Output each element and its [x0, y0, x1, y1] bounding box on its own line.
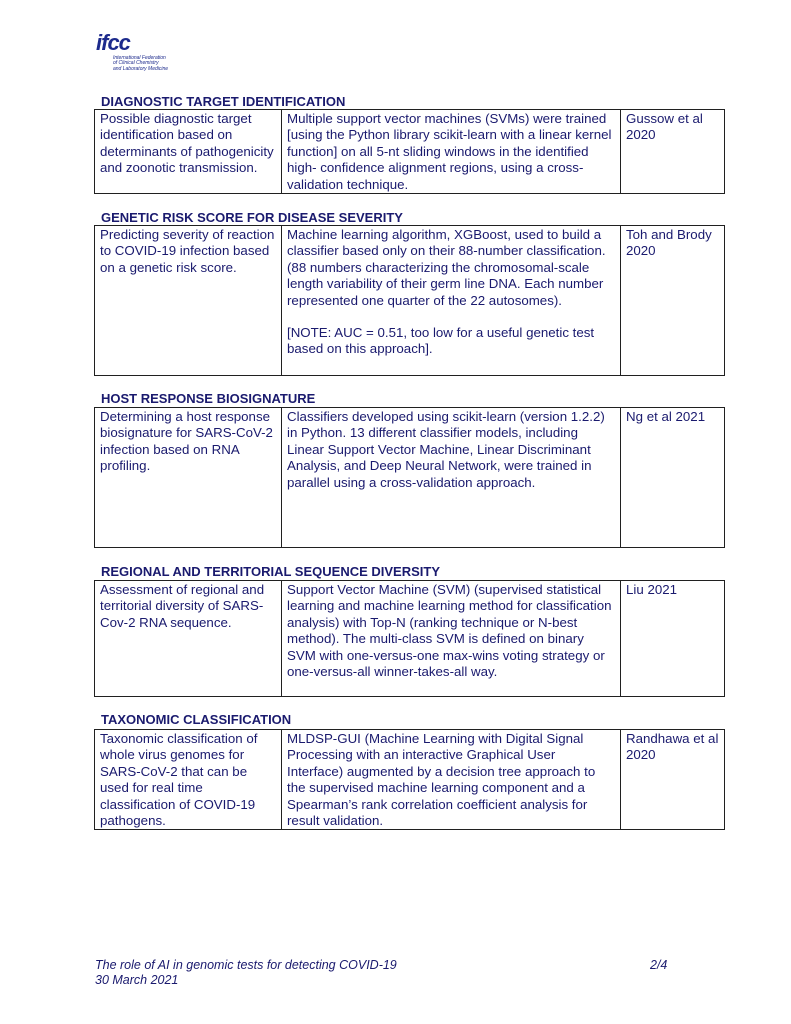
table-row [95, 226, 725, 376]
method-cell: Classifiers developed using scikit-learn (version 1.2.2) in Python. 13 different classifier models, including Linear Support Vector Machine, Linear Discriminant Analysis, and Deep Neural Network, were trained in parallel using a cross-validation approach. [282, 408, 621, 548]
footer-title: The role of AI in genomic tests for detecting COVID-19 [95, 958, 397, 972]
table-row [95, 110, 725, 194]
section-title-host-response: HOST RESPONSE BIOSIGNATURE [101, 391, 316, 406]
logo-mark: ifcc [96, 30, 130, 55]
section-title-regional-diversity: REGIONAL AND TERRITORIAL SEQUENCE DIVERSITY [101, 564, 441, 579]
reference-cell: Randhawa et al 2020 [621, 730, 725, 830]
reference-cell: Gussow et al 2020 [621, 110, 725, 194]
section-title-diagnostic-target: DIAGNOSTIC TARGET IDENTIFICATION [101, 94, 346, 109]
method-cell [282, 226, 621, 376]
logo-line-1: International Federation [113, 55, 166, 61]
purpose-cell: Possible diagnostic target identification based on determinants of pathogenicity and zoonotic transmission. [95, 110, 282, 194]
table-taxonomic [94, 729, 725, 830]
page-number: 2/4 [650, 958, 668, 972]
note-text: [NOTE: AUC = 0.51, too low for a useful genetic test based on this approach]. [287, 325, 595, 357]
table-genetic-risk [94, 225, 725, 376]
table-row [95, 581, 725, 697]
logo-line-2: of Clinical Chemistry [113, 60, 159, 67]
table-row [95, 408, 725, 548]
method-cell: Multiple support vector machines (SVMs) were trained [using the Python library scikit-learn with a linear kernel function] on all 5-nt sliding windows in the identified high- confidence alignment regions, using a cross-validation technique. [282, 110, 621, 194]
purpose-cell: Taxonomic classification of whole virus genomes for SARS-CoV-2 that can be used for real time classification of COVID-19 pathogens. [95, 730, 282, 830]
table-row [95, 730, 725, 830]
purpose-cell: Assessment of regional and territorial diversity of SARS-Cov-2 RNA sequence. [95, 581, 282, 697]
table-diagnostic-target [94, 109, 725, 194]
section-title-genetic-risk: GENETIC RISK SCORE FOR DISEASE SEVERITY [101, 210, 403, 225]
method-cell: Support Vector Machine (SVM) (supervised statistical learning and machine learning method for classification analysis) with Top-N (ranking technique or N-best method). The multi-class SVM is defined on binary SVM with one-versus-one max-wins voting strategy or one-versus-all winner-takes-all way. [282, 581, 621, 697]
reference-cell: Ng et al 2021 [621, 408, 725, 548]
logo-line-3: and Laboratory Medicine [113, 65, 169, 72]
method-text: Machine learning algorithm, XGBoost, used to build a classifier based only on their 88-number classification. (88 numbers characterizing the chromosomal-scale length variability of their germ line DNA. Each number represented one quarter of the 22 autosomes). [287, 227, 606, 308]
reference-cell: Liu 2021 [621, 581, 725, 697]
section-title-taxonomic: TAXONOMIC CLASSIFICATION [101, 712, 292, 727]
logo-text [113, 56, 168, 72]
method-cell: MLDSP-GUI (Machine Learning with Digital Signal Processing with an interactive Graphical User Interface) augmented by a decision tree approach to the supervised machine learning component and a Spearman’s rank correlation coefficient analysis for result validation. [282, 730, 621, 830]
ifcc-logo [96, 30, 176, 80]
footer-date: 30 March 2021 [95, 973, 179, 987]
purpose-cell: Determining a host response biosignature for SARS-CoV-2 infection based on RNA profiling. [95, 408, 282, 548]
purpose-cell: Predicting severity of reaction to COVID-19 infection based on a genetic risk score. [95, 226, 282, 376]
table-regional-diversity [94, 580, 725, 697]
table-host-response [94, 407, 725, 548]
footer [95, 958, 397, 988]
reference-cell: Toh and Brody 2020 [621, 226, 725, 376]
